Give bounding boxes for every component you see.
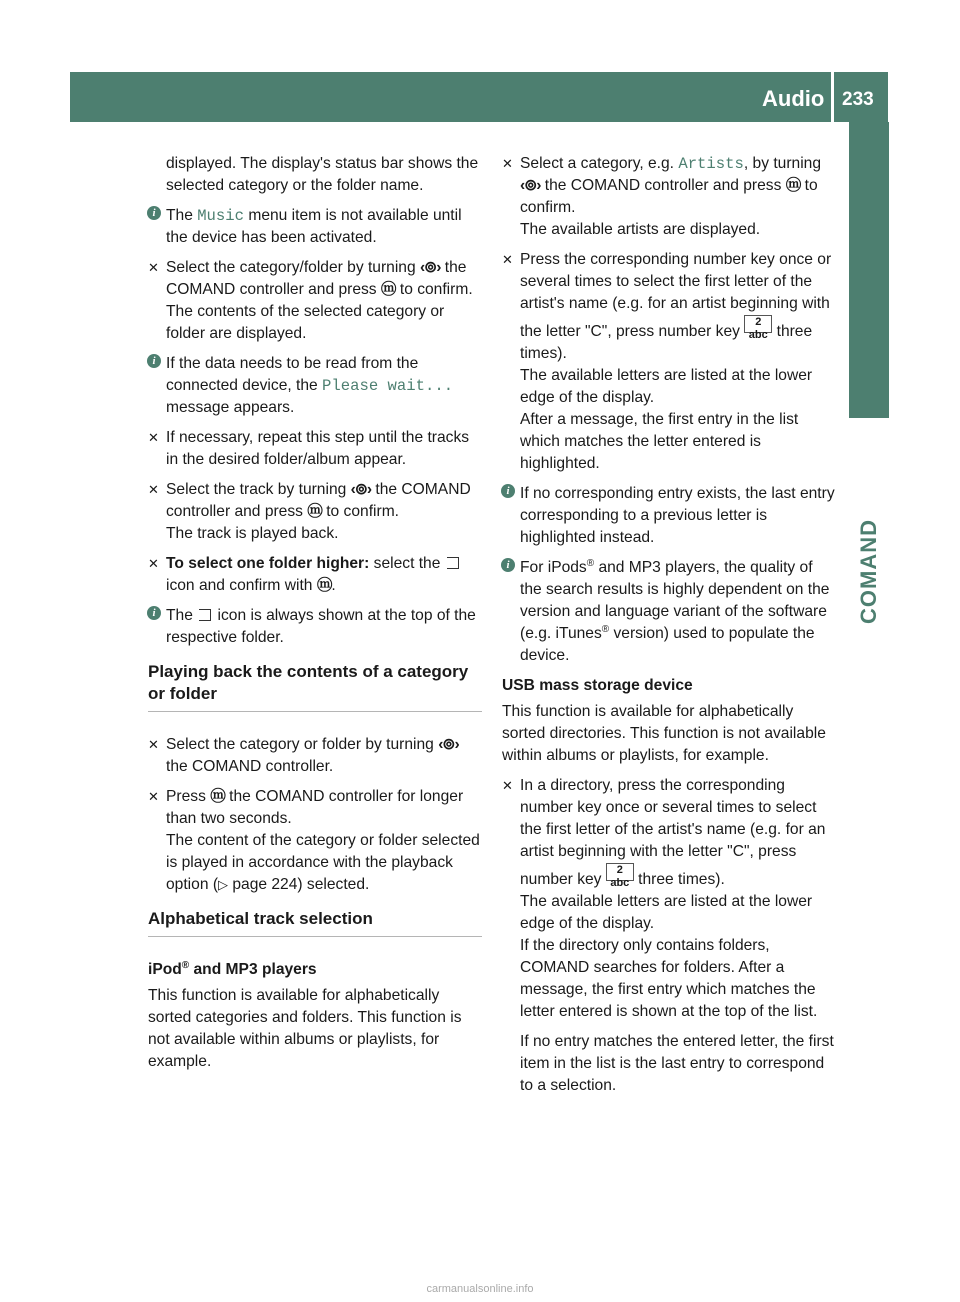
step-arrow-icon: ✕ [148,789,159,804]
step-arrow-icon: ✕ [148,260,159,275]
right-column [502,153,836,1105]
side-tab-label: COMAND [856,519,881,624]
controller-press-icon: ⓜ [210,788,225,805]
controller-turn-icon: ‹⊚› [520,177,541,194]
controller-press-icon: ⓜ [307,503,322,520]
subheading: USB mass storage device [502,677,693,694]
step-item: ✕ Press ⓜ the COMAND controller for longer than two seconds. The content of the category or folder selected is played in accordance with the playback option (▷ page 224) selected. [148,788,480,893]
folder-up-icon [199,609,211,621]
step-item: ✕ Press the corresponding number key once or several times to select the first letter of the artist's name (e.g. for an artist beginning with the letter "C", press number key 2 abc three times). The available letters are listed at the lower edge of the display. [502,251,832,406]
controller-turn-icon: ‹⊚› [419,259,441,276]
watermark: carmanualsonline.info [426,1283,534,1295]
step-arrow-icon: ✕ [148,482,159,497]
section-heading: Playing back the contents of a category or folder [148,661,482,712]
step-item: ✕ Select the category or folder by turning ‹⊚› the COMAND controller. [148,736,459,775]
step-item: ✕ Select the category/folder by turning ‹⊚› the COMAND controller and press ⓜ to confirm. The contents of the selected category or folder are displayed. [148,259,473,342]
folder-up-icon [447,557,459,569]
step-arrow-icon: ✕ [502,252,513,267]
step-item: ✕ To select one folder higher: select the icon and confirm with ⓜ. [148,553,482,597]
step-arrow-icon: ✕ [148,737,159,752]
step-item: ✕ If necessary, repeat this step until the tracks in the desired folder/album appear. [148,429,470,468]
step-item: ✕ Select a category, e.g. Artists, by turning ‹⊚› the COMAND controller and press ⓜ to confirm. The available artists are displayed. [502,155,822,238]
step-arrow-icon: ✕ [502,778,513,793]
step-item: ✕ Select the track by turning ‹⊚› the COMAND controller and press ⓜ to confirm. The track is played back. [148,481,471,542]
page-ref-icon: ▷ [218,877,229,892]
controller-press-icon: ⓜ [380,281,396,298]
paragraph: displayed. The display's status bar shows the selected category or the folder name. [166,155,479,194]
number-key-2-icon: 2 abc [744,315,772,333]
controller-turn-icon: ‹⊚› [350,481,372,498]
section-title: Audio [762,86,825,111]
info-icon: i [501,484,515,498]
info-icon: i [147,206,161,220]
paragraph: This function is available for alphabetically sorted categories and folders. This function is not available within albums or playlists, for example. [148,987,462,1070]
side-tab [849,122,889,418]
paragraph: This function is available for alphabetically sorted directories. This function is not available within albums or playlists, for example. [502,703,826,764]
info-note: i The Music menu item is not available until the device has been activated. [148,205,482,249]
step-item: ✕ In a directory, press the corresponding number key once or several times to select the first letter of the artist's name (e.g. for an artist beginning with the letter "C", press number key 2 abc three times). The available letters are listed at the lower edge of the display. [502,777,826,932]
number-key-2-icon: 2 abc [606,863,634,881]
info-icon: i [147,354,161,368]
paragraph: If no entry matches the entered letter, the first item in the list is the last entry to correspond to a selection. [520,1033,834,1094]
paragraph: After a message, the first entry in the list which matches the letter entered is highlighted. [520,411,799,472]
info-note: i For iPods® and MP3 players, the quality of the search results is highly dependent on the version and language variant of the software (e.g. iTunes® version) used to populate the device. [502,557,836,667]
controller-turn-icon: ‹⊚› [438,736,459,753]
info-note: i If no corresponding entry exists, the last entry corresponding to a previous letter is highlighted instead. [502,483,836,549]
step-arrow-icon: ✕ [148,556,159,571]
info-note: i If the data needs to be read from the connected device, the Please wait... message appears. [148,353,482,419]
info-icon: i [501,558,515,572]
info-icon: i [147,606,161,620]
subheading: iPod® and MP3 players [148,959,317,978]
controller-press-icon: ⓜ [316,577,332,594]
step-arrow-icon: ✕ [148,430,159,445]
step-arrow-icon: ✕ [502,156,513,171]
controller-press-icon: ⓜ [785,177,801,194]
page-number: 233 [842,89,874,110]
info-note: i The icon is always shown at the top of the respective folder. [148,605,482,649]
left-column [148,153,482,1081]
paragraph: If the directory only contains folders, COMAND searches for folders. After a message, the first entry which matches the letter entered is shown at the top of the list. [520,937,818,1020]
header-divider [831,72,834,122]
section-heading: Alphabetical track selection [148,908,482,937]
side-tab-divider [849,418,889,421]
